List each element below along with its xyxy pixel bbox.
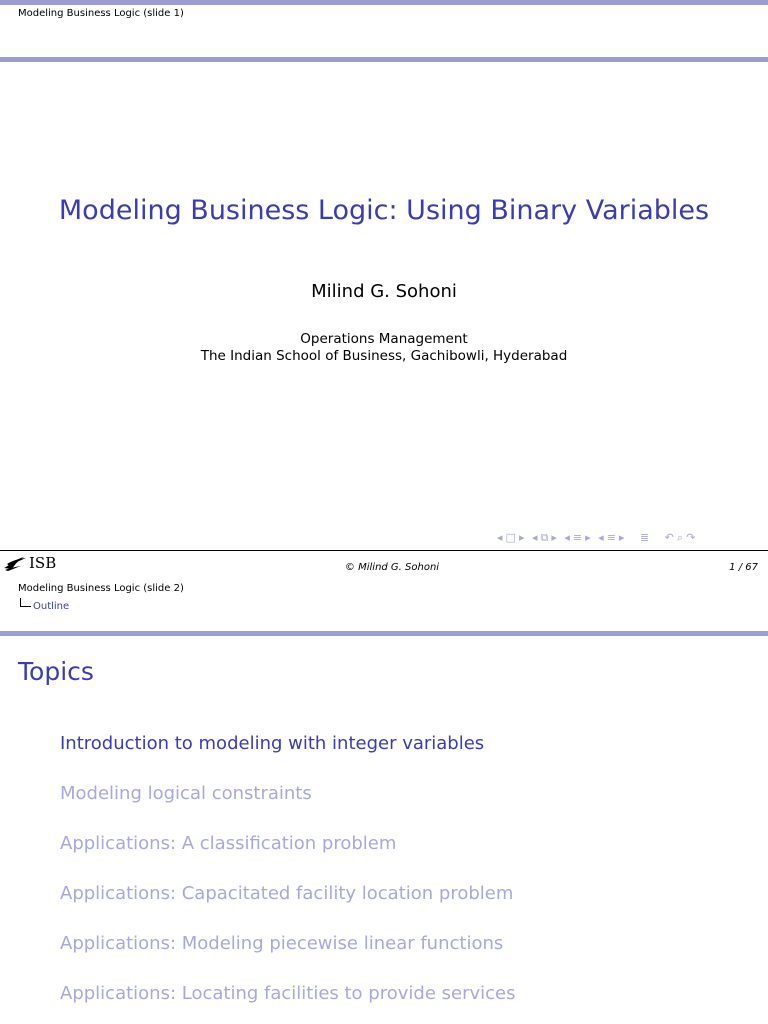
slide1-running-head: Modeling Business Logic (slide 1) (18, 8, 184, 19)
nav-prev-section-icon[interactable]: ◂ (598, 531, 605, 544)
topic-item: Applications: Modeling piecewise linear functions (60, 933, 504, 954)
topic-item: Modeling logical constraints (60, 783, 312, 804)
nav-next-slide-icon[interactable]: ▸ (518, 531, 526, 544)
section-label: Outline (33, 601, 70, 612)
nav-forward-icon[interactable]: ↷ (686, 531, 697, 544)
slide2-header-bar (0, 631, 768, 636)
frame-title: Topics (18, 657, 94, 686)
beamer-navigation-controls[interactable] (497, 531, 698, 545)
nav-next-frame-icon[interactable]: ▸ (551, 531, 558, 544)
topic-item: Applications: A classification problem (60, 833, 397, 854)
nav-next-subsection-icon[interactable]: ▸ (585, 531, 592, 544)
nav-prev-subsection-icon[interactable]: ◂ (564, 531, 571, 544)
footer-page-number: 1 / 67 (729, 562, 758, 573)
nav-prev-frame-icon[interactable]: ◂ (531, 531, 539, 544)
topic-item: Introduction to modeling with integer variables (60, 733, 485, 754)
nav-slide-icon[interactable]: □ (505, 531, 517, 544)
topic-item: Applications: Locating facilities to provide services (60, 983, 516, 1004)
nav-search-icon[interactable]: ⌕ (676, 531, 685, 544)
department: Operations Management (300, 331, 468, 347)
nav-next-section-icon[interactable]: ▸ (618, 531, 626, 544)
nav-back-icon[interactable]: ↶ (664, 531, 675, 544)
slide2-section-breadcrumb (20, 598, 69, 614)
isb-logo-text: ISB (29, 554, 57, 572)
slide2-running-head: Modeling Business Logic (slide 2) (18, 583, 184, 594)
nav-document-icon[interactable]: ≣ (639, 531, 651, 544)
footer-copyright: © Milind G. Sohoni (344, 562, 440, 573)
institution: The Indian School of Business, Gachibowli, Hyderabad (200, 348, 568, 364)
footer-divider (0, 550, 768, 551)
nav-frame-icon[interactable]: ⧉ (540, 531, 550, 544)
tree-corner-icon (20, 598, 31, 607)
topic-item: Applications: Capacitated facility location problem (60, 883, 514, 904)
nav-subsection-icon[interactable]: ≡ (572, 531, 584, 544)
author-name: Milind G. Sohoni (311, 281, 457, 302)
nav-prev-slide-icon[interactable]: ◂ (497, 531, 504, 544)
slide1-header-bar (0, 57, 768, 62)
nav-section-icon[interactable]: ≡ (606, 531, 617, 544)
top-header-bar (0, 0, 768, 5)
slide-title: Modeling Business Logic: Using Binary Variables (58, 195, 710, 226)
